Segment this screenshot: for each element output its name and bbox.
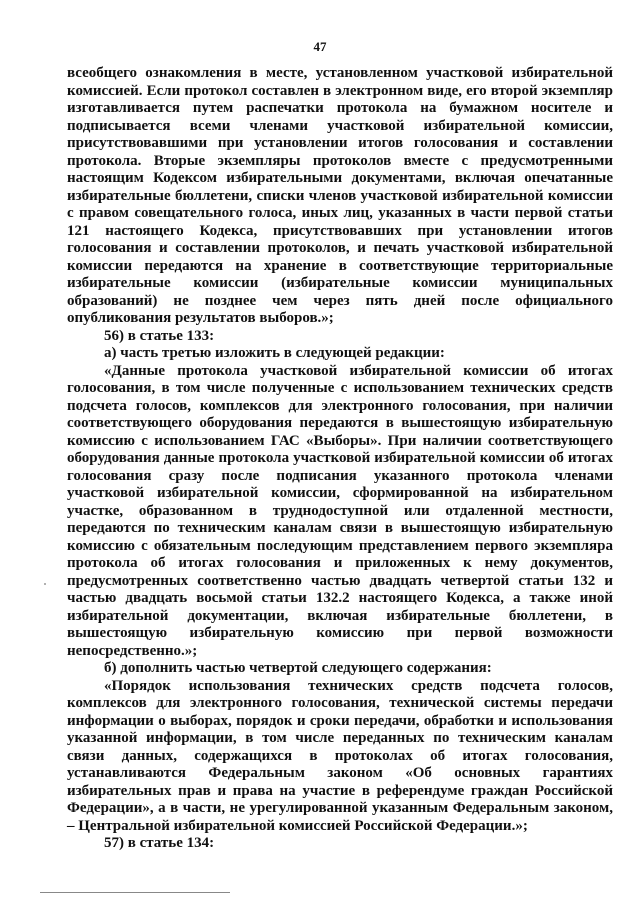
paragraph-item-56a: а) часть третью изложить в следующей редакции: xyxy=(104,345,445,361)
scan-artifact xyxy=(44,583,46,585)
footer-rule xyxy=(40,892,230,893)
paragraph-quote-part-four: «Порядок использования технических средств подсчета голосов, комплексов для электронного голосования, технической системы передачи информации о выборах, порядок и сроки передачи, обработки и использования указанной информации, в том числе переданных по техническим каналам связи данных, содержащихся в протоколах об итогах голосования, устанавливаются Федеральным законом «Об основных гарантиях избирательных прав и права на участие в референдуме граждан Российской Федерации», а в части, не урегулированной указанным Федеральным законом, – Центральной избирательной комиссией Российской Федерации.»; xyxy=(67,677,613,834)
paragraph-continuation: всеобщего ознакомления в месте, установленном участковой избирательной комиссией. Если протокол составлен в электронном виде, его второй экземпляр изготавливается путем распечатки протокола на бумажном носителе и подписывается всеми членами участковой избирательной комиссии, присутствовавшими при установлении итогов голосования и составлении протокола. Вторые экземпляры протоколов вместе с предусмотренными настоящим Кодексом избирательными документами, включая опечатанные избирательные бюллетени, списки членов участковой избирательной комиссии с правом совещательного голоса, иных лиц, указанных в части первой статьи 121 настоящего Кодекса, присутствовавших при установлении итогов голосования и составлении протоколов, и печать участковой избирательной комиссии передаются на хранение в соответствующие территориальные избирательные комиссии (избирательные комиссии муниципальных образований) не позднее чем через пять дней после официального опубликования результатов выборов.»; xyxy=(67,65,613,326)
paragraph-item-56b: б) дополнить частью четвертой следующего содержания: xyxy=(104,660,492,676)
paragraph-item-57: 57) в статье 134: xyxy=(104,835,215,851)
paragraph-item-56: 56) в статье 133: xyxy=(104,327,215,344)
paragraph-quote-part-three: «Данные протокола участковой избирательной комиссии об итогах голосования, в том числе полученные с использованием технических средств подсчета голосов, комплексов для электронного голосования, при наличии соответствующего оборудования передаются в вышестоящую избирательную комиссию с использованием ГАС «Выборы». При наличии соответствующего оборудования данные протокола участковой избирательной комиссии об итогах голосования сразу после подписания указанного протокола членами участковой избирательной комиссии, сформированной на избирательном участке, образованном в труднодоступной или отдаленной местности, передаются по техническим каналам связи в вышестоящую избирательную комиссию с обязательным последующим представлением первого экземпляра протокола об итогах голосования и приложенных к нему документов, предусмотренных соответственно частью двадцать четвертой статьи 132 и частью двадцать восьмой статьи 132.2 настоящего Кодекса, а также иной избирательной документации, включая избирательные бюллетени, в вышестоящую избирательную комиссию при первой возможности непосредственно.»; xyxy=(67,362,613,659)
document-body xyxy=(67,65,613,853)
page-number: 47 xyxy=(313,39,327,54)
